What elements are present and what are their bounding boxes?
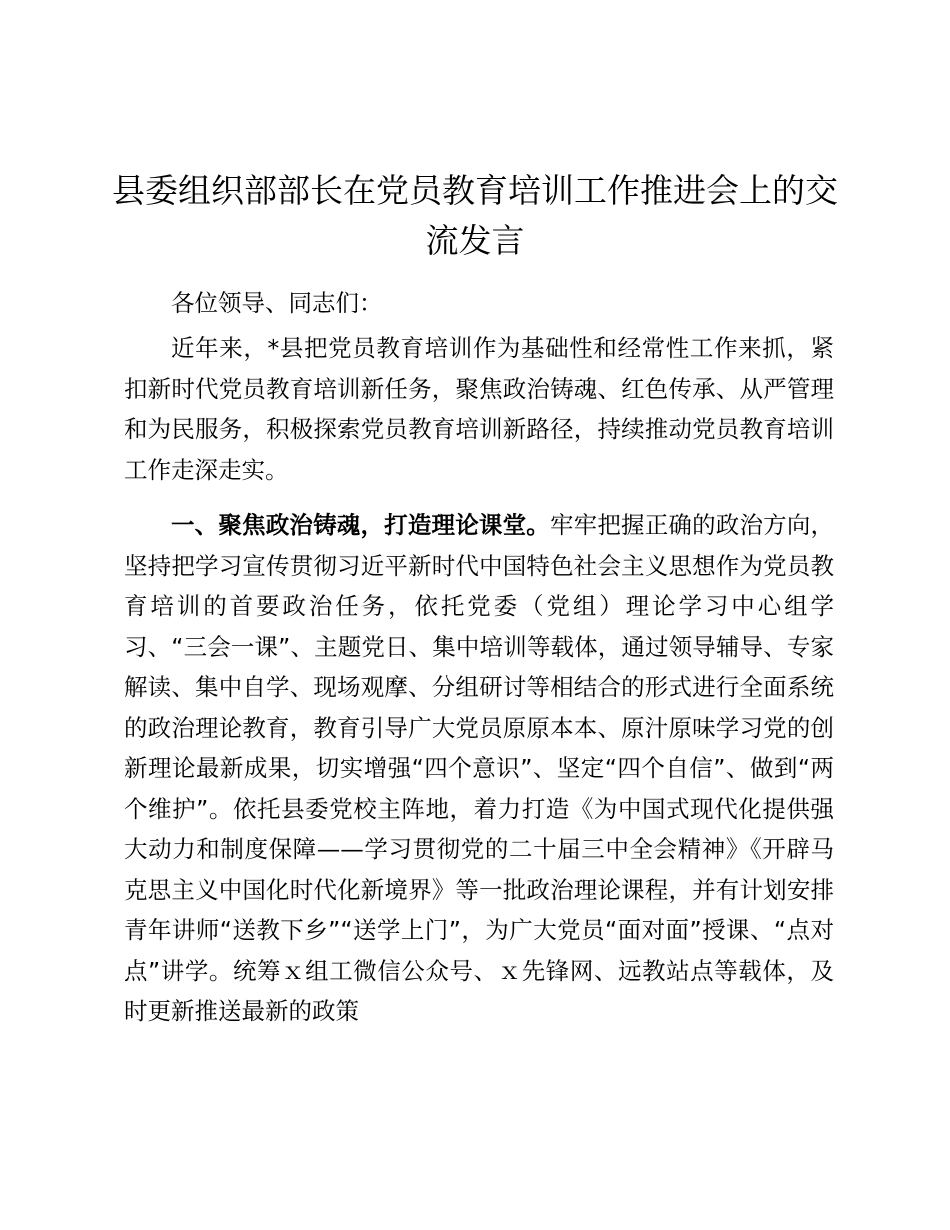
salutation: 各位领导、同志们： xyxy=(171,289,383,317)
paragraph-text: 近年来，*县把党员教育培训作为基础性和经常性工作来抓，紧扣新时代党员教育培训新任务，聚焦政治铸魂、红色传承、从严管理和为民服务，积极探索党员教育培训新路径，持续推动党员教育培训工作走深走实。 xyxy=(124,334,834,484)
paragraph-section-one xyxy=(124,505,834,1032)
section-heading: 一、聚焦政治铸魂，打造理论课堂。 xyxy=(171,511,550,539)
document-body xyxy=(124,0,834,1230)
paragraph-intro xyxy=(124,328,834,490)
document-title: 县委组织部部长在党员教育培训工作推进会上的交流发言 xyxy=(112,171,838,260)
paragraph-text: 牢牢把握正确的政治方向，坚持把学习宣传贯彻习近平新时代中国特色社会主义思想作为党员教育培训的首要政治任务，依托党委（党组）理论学习中心组学习、“三会一课”、主题党日、集中培训等载体，通过领导辅导、专家解读、集中自学、现场观摩、分组研讨等相结合的形式进行全面系统的政治理论教育，教育引导广大党员原原本本、原汁原味学习党的创新理论最新成果，切实增强“四个意识”、坚定“四个自信”、做到“两个维护”。依托县委党校主阵地，着力打造《为中国式现代化提供强大动力和制度保障——学习贯彻党的二十届三中全会精神》《开辟马克思主义中国化时代化新境界》等一批政治理论课程，并有计划安排青年讲师“送教下乡”“送学上门”，为广大党员“面对面”授课、“点对点”讲学。统筹ｘ组工微信公众号、ｘ先锋网、远教站点等载体，及时更新推送最新的政策 xyxy=(124,511,835,1025)
